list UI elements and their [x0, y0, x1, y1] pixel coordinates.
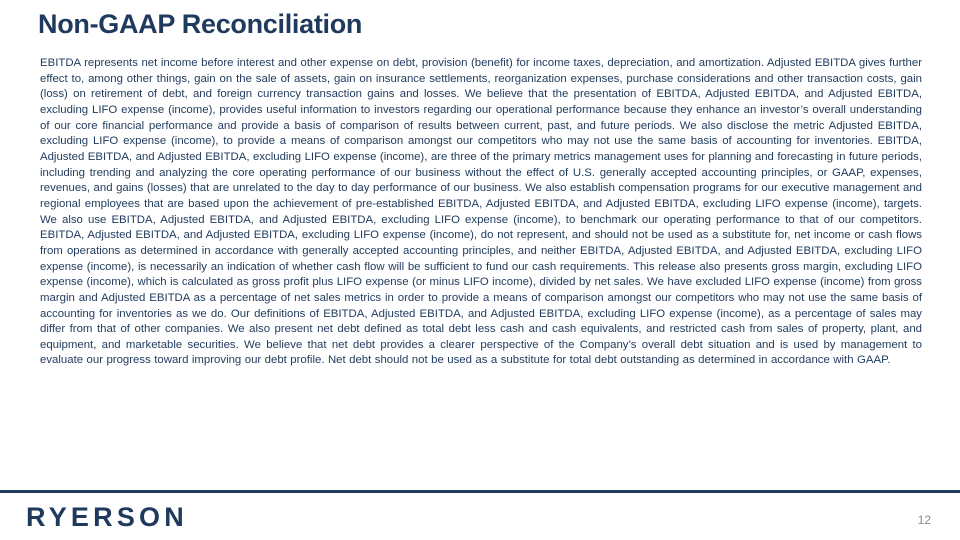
slide-title: Non-GAAP Reconciliation: [38, 9, 363, 39]
page-number: 12: [917, 513, 931, 527]
body-paragraph: EBITDA represents net income before interest and other expense on debt, provision (benefit) for income taxes, depreciation, and amortization. Adjusted EBITDA gives further effect to, among other things, gain on the sale of assets, gain on insurance settlements, reorganization expenses, purchase considerations and other transaction costs, gain (loss) on retirement of debt, and foreign currency transaction gains and losses. We believe that the presentation of EBITDA, Adjusted EBITDA, and Adjusted EBITDA, excluding LIFO expense (income), provides useful information to investors regarding our operational performance because they enhance an investor’s overall understanding of our core financial performance and provide a basis of comparison of results between current, past, and future periods. We also disclose the metric Adjusted EBITDA, excluding LIFO expense (income), to provide a means of comparison amongst our competitors who may not use the same basis of accounting for inventories. EBITDA, Adjusted EBITDA, and Adjusted EBITDA, excluding LIFO expense (income), are three of the primary metrics management uses for planning and forecasting in future periods, including trending and analyzing the core operating performance of our business without the effect of U.S. generally accepted accounting principles, or GAAP, expenses, revenues, and gains (losses) that are unrelated to the day to day performance of our business. We also establish compensation programs for our executive management and regional employees that are based upon the achievement of pre-established EBITDA, Adjusted EBITDA, and Adjusted EBITDA, excluding LIFO expense (income), targets. We also use EBITDA, Adjusted EBITDA, and Adjusted EBITDA, excluding LIFO expense (income), to benchmark our operating performance to that of our competitors. EBITDA, Adjusted EBITDA, and Adjusted EBITDA, excluding LIFO expense (income), do not represent, and should not be used as a substitute for, net income or cash flows from operations as determined in accordance with generally accepted accounting principles, and neither EBITDA, Adjusted EBITDA, and Adjusted EBITDA, excluding LIFO expense (income), is necessarily an indication of whether cash flow will be sufficient to fund our cash requirements. This release also presents gross margin, excluding LIFO expense (income), which is calculated as gross profit plus LIFO expense (or minus LIFO income), divided by net sales. We have excluded LIFO expense (income) from gross margin and Adjusted EBITDA as a percentage of net sales metrics in order to provide a means of comparison amongst our competitors who may not use the same basis of accounting for inventories as we do. Our definitions of EBITDA, Adjusted EBITDA, and Adjusted EBITDA, excluding LIFO expense (income), as a percentage of sales may differ from that of other companies. We also present net debt defined as total debt less cash and cash equivalents, and restricted cash from sales of property, plant, and equipment, and marketable securities. We believe that net debt provides a clearer perspective of the Company’s overall debt situation and is used by management to evaluate our progress toward improving our debt profile. Net debt should not be used as a substitute for total debt outstanding as determined in accordance with GAAP.: [40, 57, 922, 367]
footer-divider: [0, 490, 960, 493]
ryerson-logo: RYERSON: [26, 502, 188, 532]
